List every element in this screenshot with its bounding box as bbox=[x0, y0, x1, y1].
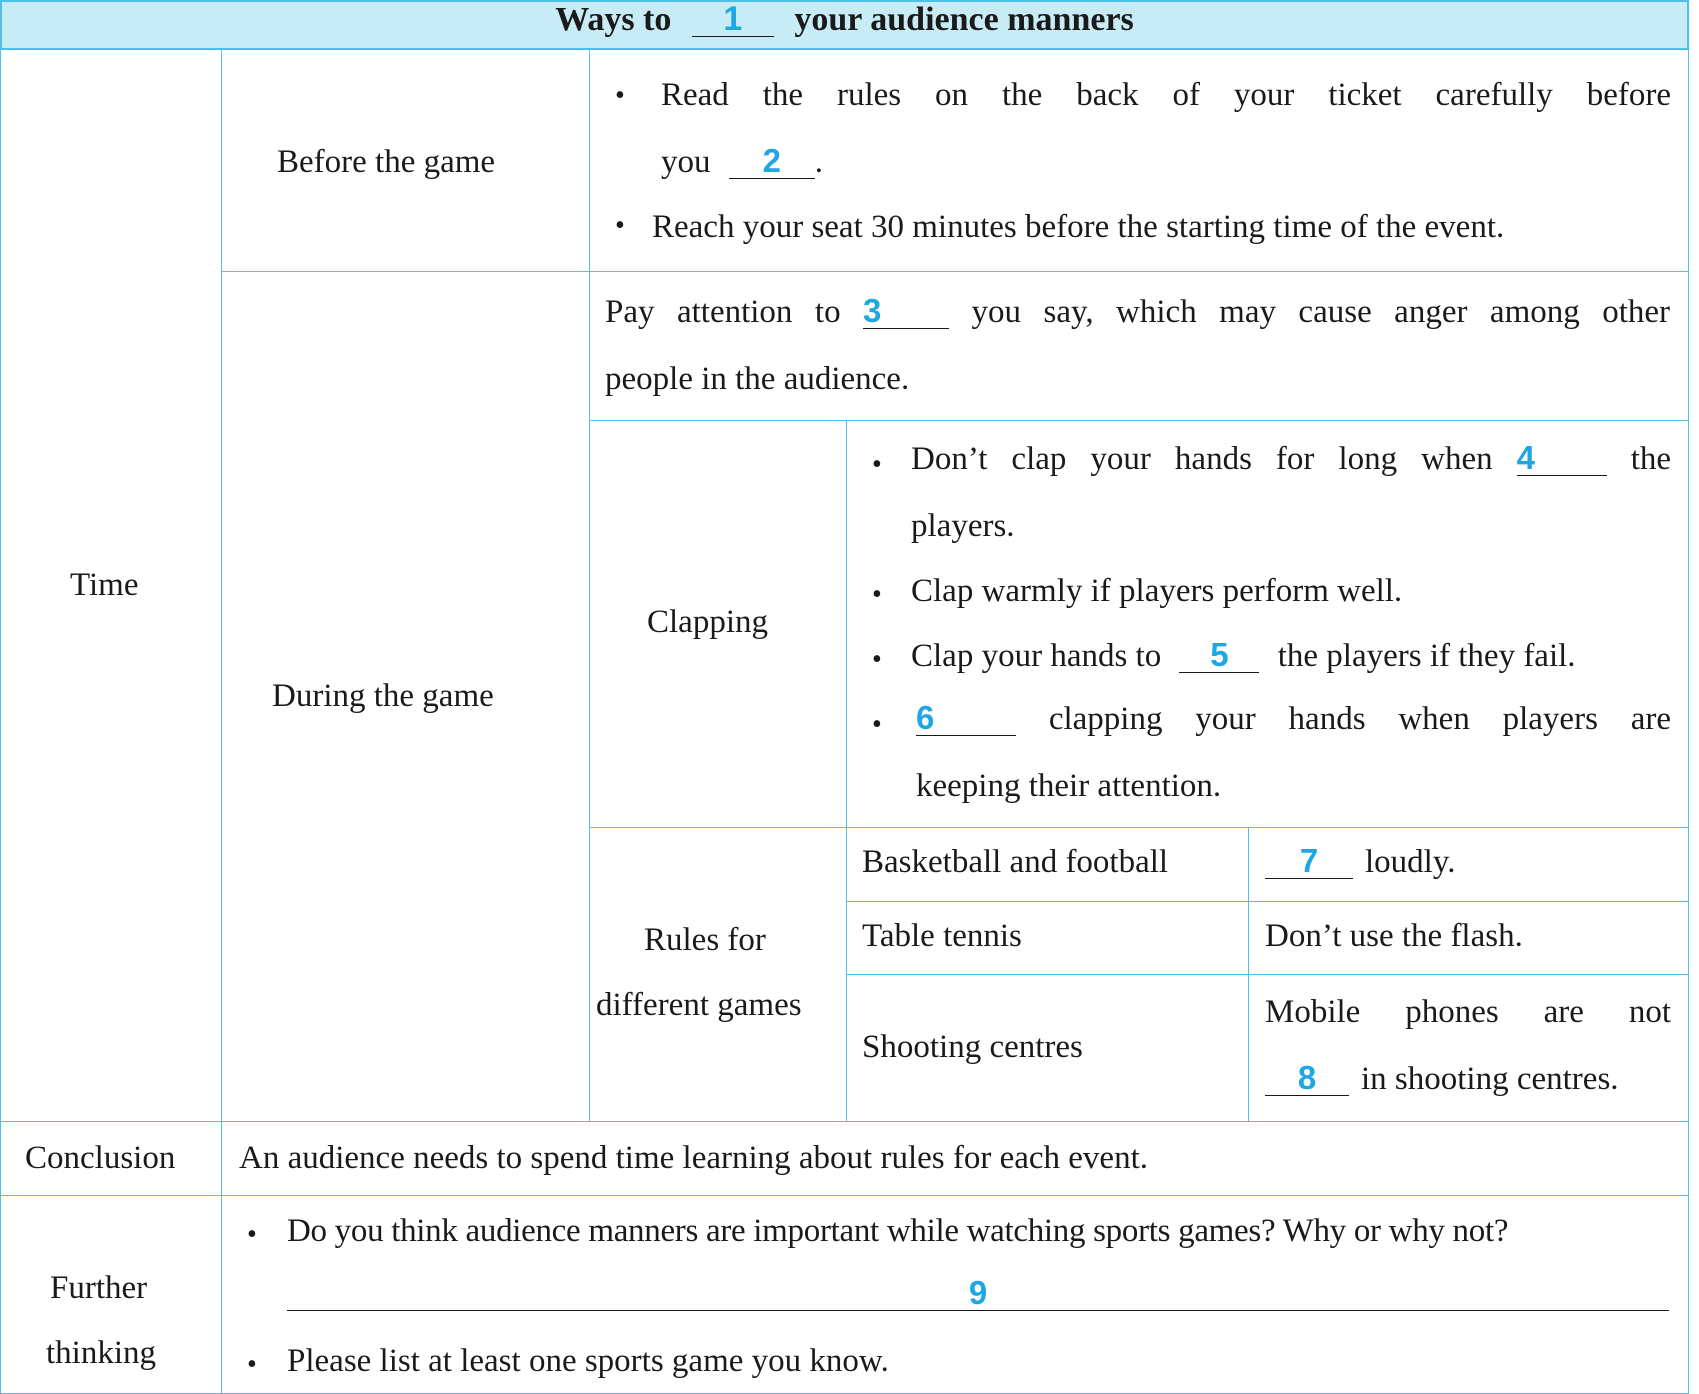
rules-row-1-game-text: Basketball and football bbox=[862, 844, 1169, 880]
clap-rule-1-line1: Don’t clap your hands for long when 4 the bbox=[911, 439, 1672, 477]
bullet-icon: • bbox=[615, 210, 625, 241]
bullet-icon: • bbox=[872, 709, 882, 740]
blank-4: 4 bbox=[1517, 441, 1607, 476]
bullet-icon: • bbox=[615, 80, 625, 111]
before-game-label: Before the game bbox=[277, 144, 496, 180]
blank-1: 1 bbox=[692, 2, 774, 37]
conclusion-label: Conclusion bbox=[25, 1140, 176, 1176]
before-rule-1-line1: Read the rules on the back of your ticket carefully before bbox=[661, 77, 1671, 113]
further-question-2: Please list at least one sports game you know. bbox=[287, 1343, 889, 1379]
blank-3: 3 bbox=[863, 294, 949, 329]
rules-row-2-game-text: Table tennis bbox=[862, 918, 1022, 954]
rules-row-1-rule-text: 7 loudly. bbox=[1265, 842, 1455, 882]
clap-rule-4-line2: keeping their attention. bbox=[916, 768, 1222, 804]
clapping-label: Clapping bbox=[647, 604, 768, 640]
further-label-line2: thinking bbox=[46, 1335, 157, 1371]
rules-label-cell bbox=[589, 827, 847, 1122]
blank-2: 2 bbox=[729, 144, 815, 179]
clap-rule-4-line1: 6 clapping your hands when players are bbox=[916, 699, 1672, 737]
blank-9: 9 bbox=[287, 1276, 1669, 1311]
further-question-1: Do you think audience manners are important while watching sports games? Why or why not? bbox=[287, 1213, 1509, 1249]
attention-line1: Pay attention to 3 you say, which may cause anger among other bbox=[605, 292, 1671, 330]
conclusion-text: An audience needs to spend time learning about rules for each event. bbox=[239, 1140, 1148, 1176]
attention-line2: people in the audience. bbox=[605, 361, 910, 397]
worksheet-title: Ways to 1 your audience manners bbox=[0, 0, 1689, 50]
blank-5: 5 bbox=[1179, 638, 1259, 673]
further-label-line1: Further bbox=[50, 1270, 148, 1306]
bullet-icon: • bbox=[247, 1219, 257, 1250]
before-rule-2: Reach your seat 30 minutes before the starting time of the event. bbox=[652, 209, 1505, 245]
bullet-icon: • bbox=[247, 1349, 257, 1380]
bullet-icon: • bbox=[872, 579, 882, 610]
blank-7: 7 bbox=[1265, 844, 1353, 879]
rules-row-3-game-text: Shooting centres bbox=[862, 1029, 1083, 1065]
bullet-icon: • bbox=[872, 449, 882, 480]
rules-row-3-rule-line2: 8 in shooting centres. bbox=[1265, 1059, 1619, 1099]
during-game-label: During the game bbox=[272, 678, 494, 714]
bullet-icon: • bbox=[872, 644, 882, 675]
clap-rule-2: Clap warmly if players perform well. bbox=[911, 573, 1403, 609]
blank-6: 6 bbox=[916, 701, 1016, 736]
rules-label-line1: Rules for bbox=[644, 922, 766, 958]
blank-8: 8 bbox=[1265, 1061, 1349, 1096]
before-rule-1-line2: you 2 . bbox=[661, 142, 823, 180]
clap-rule-1-line2: players. bbox=[911, 508, 1015, 544]
clap-rule-3: Clap your hands to 5 the players if they fail. bbox=[911, 636, 1576, 674]
rules-row-3-rule-line1: Mobile phones are not bbox=[1265, 994, 1671, 1030]
rules-row-2-rule-text: Don’t use the flash. bbox=[1265, 918, 1523, 954]
rules-label-line2: different games bbox=[596, 987, 802, 1023]
time-label: Time bbox=[70, 567, 139, 603]
